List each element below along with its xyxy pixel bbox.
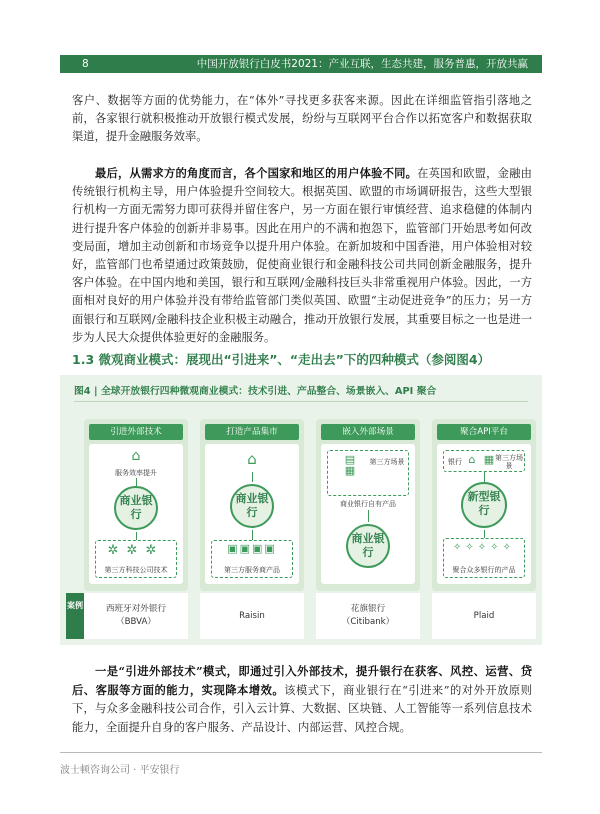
paragraph-2 [72, 164, 532, 347]
bank-icon: ⌂ [468, 453, 476, 466]
connector-line [136, 532, 137, 540]
model-title: 引进外部技术 [89, 424, 183, 440]
case-name: Plaid [473, 610, 495, 621]
paragraph-1: 客户、数据等方面的优势能力，在“体外”寻找更多获客来源。因此在详细监管指引落地之前，各家银行就积极推动开放银行模式发展，纷纷与互联网平台合作以拓宽客户和数据获取渠道，提升金融服务效率。 [72, 94, 532, 144]
bank-circle: 商业银行 [114, 486, 158, 530]
paragraph-3-bold: 一是“引进外部技术”模式，即通过引入外部技术，提升银行在获客、风控、运营、贷后、客服等方面的能力，实现降本增效。 [72, 664, 532, 698]
connector-line [252, 472, 253, 482]
bottom-label: 第三方服务商产品 [224, 566, 280, 574]
scenario-icon: ▦ [483, 453, 495, 466]
model-title: 嵌入外部场景 [321, 424, 415, 440]
case-name: 花旗银行 [350, 604, 386, 614]
store-icon: ⌂ [247, 450, 257, 468]
paragraph-3 [72, 662, 532, 737]
case-raisin [200, 593, 304, 639]
case-sub: （BBVA） [116, 617, 156, 627]
model-column-tech [84, 419, 188, 591]
model-title: 打造产品集市 [205, 424, 299, 440]
case-name: Raisin [239, 610, 265, 621]
bulb-icons: ✧✧✧✧✧ [453, 542, 515, 553]
case-bbva [84, 593, 188, 639]
figure-4 [60, 375, 542, 645]
connector-line [252, 530, 253, 540]
gear-icon: ✲✲✲ [107, 543, 165, 558]
product-icons: ▣▣▣▣ [227, 542, 277, 555]
model-column-market [200, 419, 304, 591]
store-icon: ⌂ [131, 448, 141, 464]
case-name: 西班牙对外银行 [105, 604, 167, 614]
model-diagram [205, 444, 299, 584]
header-bar [60, 55, 542, 73]
model-diagram [321, 444, 415, 584]
case-row [66, 593, 536, 639]
figure-divider [74, 401, 528, 402]
bank-circle: 商业银行 [230, 484, 274, 528]
case-plaid [432, 593, 536, 639]
paragraph-2-bold: 最后，从需求方的角度而言，各个国家和地区的用户体验不同。 [95, 166, 418, 180]
case-sub: （Citibank） [341, 617, 395, 627]
mid-label: 商业银行自有产品 [340, 500, 396, 508]
connector-line [484, 530, 485, 538]
paragraph-3-text: 该模式下，商业银行在“引进来”的对外开放原则下，与众多金融科技公司合作，引入云计算、大数据、区块链、人工智能等一系列信息技术能力，全面提升自身的客户服务、产品设计、内部运营、风控合规。 [72, 684, 532, 734]
model-column-scenario [316, 419, 420, 591]
connector-line [368, 510, 369, 522]
side-label: 第三方场景 [369, 458, 405, 466]
bank-circle: 商业银行 [346, 524, 390, 568]
connector-line [484, 472, 485, 482]
footer-credit: 波士顿咨询公司 · 平安银行 [60, 765, 180, 776]
bottom-label: 第三方科技公司技术 [104, 566, 168, 574]
right-label: 第三方场景 [495, 454, 523, 470]
paragraph-2-text: 在英国和欧盟，金融由传统银行机构主导，用户体验提升空间较大。根据英国、欧盟的市场调研报告，这些大型银行机构一方面无需努力即可获得并留住客户，另一方面在银行审慎经营、追求稳健的体制内进行提升客户体验的创新并非易事。因此在用户的不满和抱怨下，监管部门开始思考如何改变局面，增加主动创新和市场竞争以提升用户体验。在新加坡和中国香港，用户体验相对较好，监管部门也希望通过政策鼓励，促使商业银行和金融科技公司共同创新金融服务，提升客户体验。在中国内地和美国，银行和互联网/金融科技巨头非常重视用户体验。因此，一方面相对良好的用户体验并没有带给监管部门类似英国、欧盟“主动促进竞争”的压力；另一方面银行和互联网/金融科技企业积极主动融合，推动开放银行发展，其重要目标之一也是进一步为人民大众提供体验更好的金融服务。 [72, 167, 532, 344]
figure-caption: 图4 | 全球开放银行四种微观商业模式：技术引进、产品整合、场景嵌入、API 聚合 [74, 386, 437, 397]
case-citibank [316, 593, 420, 639]
section-title: 1.3 微观商业模式：展现出“引进来”、“走出去”下的四种模式（参阅图4） [72, 352, 491, 367]
model-column-api [432, 419, 536, 591]
left-label: 银行 [448, 458, 462, 466]
running-title: 中国开放银行白皮书2021：产业互联，生态共建，服务普惠，开放共赢 [196, 58, 528, 70]
model-diagram [437, 444, 531, 584]
connector-line [136, 478, 137, 486]
footer-divider [60, 752, 542, 753]
case-tag: 案例 [66, 593, 84, 639]
bottom-label: 聚合众多银行的产品 [452, 566, 516, 574]
top-label: 服务效率提升 [115, 469, 157, 477]
model-title: 聚合API平台 [437, 424, 531, 440]
page-number: 8 [82, 58, 89, 70]
new-bank-circle: 新型银行 [461, 482, 507, 528]
model-diagram [89, 444, 183, 584]
scenario-icons: ▤ ▦ [344, 453, 356, 477]
